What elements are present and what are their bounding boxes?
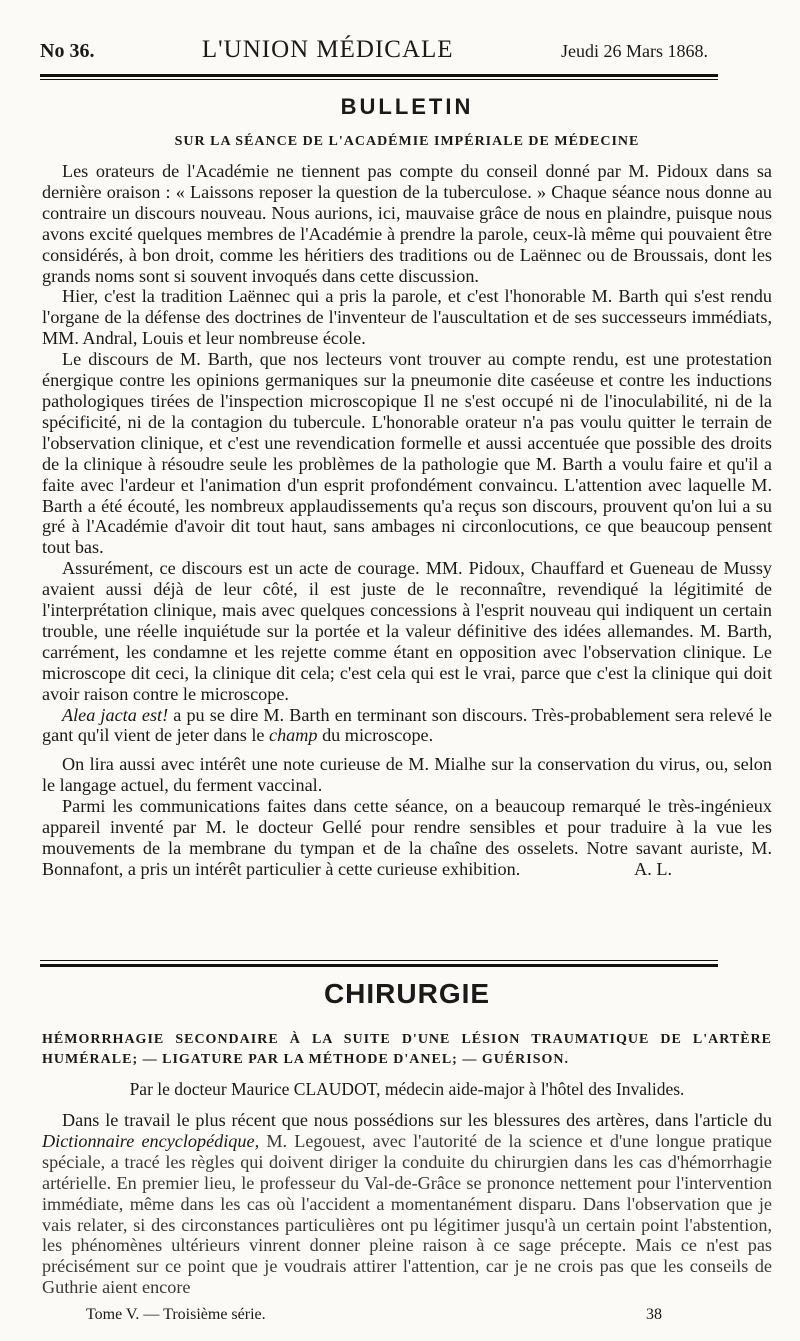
bulletin-paragraph: Hier, c'est la tradition Laënnec qui a pris la parole, et c'est l'honorable M. Barth qui s'est rendu l'organe de la défense des doctrines de l'inventeur de l'auscultation et de ses successeurs immédiats, MM. Andral, Louis et leur nombreuse école. xyxy=(42,286,772,349)
champ-italic: champ xyxy=(269,725,318,746)
bulletin-paragraph: Le discours de M. Barth, que nos lecteurs vont trouver au compte rendu, est une protestation énergique contre les opinions germaniques sur la pneumonie dite caséeuse et contre les inductions pathologiques tirées de l'inspection microscopique Il ne s'est occupé ni de l'inoculabilité, ni de la spécificité, ni de la contagion du tubercule. L'honorable orateur n'a pas voulu quitter le terrain de l'observation clinique, et c'est une revendication formelle et aussi accentuée que possible des droits de la clinique à résoudre seule les problèmes de la pathologie que M. Barth a voulu faire et qu'il a faite avec l'ardeur et l'animation d'un esprit profondément convaincu. L'attention avec laquelle M. Barth a été écouté, les nombreux applaudissements qu'a reçus son discours, prouvent qu'on lui a su gré à l'Académie d'avoir dit tout haut, sans ambages ni circonlocutions, ce que beaucoup pensent tout bas. xyxy=(42,349,772,558)
journal-title: L'UNION MÉDICALE xyxy=(201,36,454,63)
article-paragraph xyxy=(42,1110,772,1298)
bulletin-paragraph-mialhe: On lira aussi avec intérêt une note curieuse de M. Mialhe sur la conservation du virus, ou, selon le langage actuel, du ferment vaccinal. xyxy=(42,754,772,796)
article-text-cont: M. Legouest, avec l'autorité de la science et d'une longue pratique spéciale, a tracé les règles qui doivent diriger la conduite du chirurgien dans les cas d'hémorrhagie artérielle. En premier lieu, le professeur du Val-de-Grâce se prononce nettement pour l'intervention immédiate, même dans les cas où l'accident a momentanément disparu. Dans l'observation que je vais relater, si des circonstances particulières ont pu légitimer jusqu'à un certain point l'abstention, les phénomènes ultérieurs vinrent donner pleine raison à ce sage précepte. Mais ce n'est pas précisément sur ce point que je voudrais attirer l'attention, car je ne crois pas que les conseils de Guthrie aient encore xyxy=(42,1130,773,1298)
footer-page-number: 38 xyxy=(646,1306,662,1323)
bulletin-paragraph-alea xyxy=(42,705,772,747)
alea-quote: Alea jacta est! xyxy=(62,704,169,725)
masthead-rule xyxy=(40,74,718,77)
bulletin-paragraph: Assurément, ce discours est un acte de courage. MM. Pidoux, Chauffard et Gueneau de Mussy avaient aussi déjà de leur côté, il est juste de le reconnaître, revendiqué la légitimité de l'interprétation clinique, mais avec quelques concessions à l'esprit nouveau qui indiquent un certain trouble, une réelle inquiétude sur la portée et la valeur définitive des idées allemandes. M. Barth, carrément, les condamne et les rejette comme étant en opposition avec l'observation clinique. Le microscope dit ceci, la clinique dit cela; c'est cela qui est le vrai, parce que c'est la clinique qui doit avoir raison contre le microscope. xyxy=(42,558,772,704)
bulletin-paragraph-last: Parmi les communications faites dans cette séance, on a beaucoup remarqué le très-ingénieux appareil inventé par M. le docteur Gellé pour rendre sensibles et pour traduire à la vue les mouvements de la membrane du tympan et de la chaîne des osselets. Notre savant auriste, M. Bonnafont, a pris un intérêt particulier à cette curieuse exhibition. xyxy=(42,796,772,879)
section-title-chirurgie: CHIRURGIE xyxy=(323,978,491,1009)
article-byline: Par le docteur Maurice CLAUDOT, médecin aide-major à l'hôtel des Invalides. xyxy=(129,1079,685,1099)
alea-text: a pu se dire M. Barth en terminant son discours. Très-probablement sera relevé le gant qu'il vient de jeter dans le xyxy=(42,704,772,746)
section-rule xyxy=(40,960,718,961)
footer-volume: Tome V. — Troisième série. xyxy=(86,1306,266,1323)
article-title: HÉMORRHAGIE SECONDAIRE À LA SUITE D'UNE LÉSION TRAUMATIQUE DE L'ARTÈRE HUMÉRALE; — LIGATURE PAR LA MÉTHODE D'ANEL; — GUÉRISON. xyxy=(42,1032,772,1067)
bulletin-signature: A. L. xyxy=(634,858,672,879)
issue-number: No 36. xyxy=(40,40,95,62)
alea-text-end: du microscope. xyxy=(317,725,434,746)
article-body xyxy=(42,1110,772,1298)
bulletin-body xyxy=(42,161,772,880)
bulletin-title: BULLETIN xyxy=(340,94,474,119)
masthead-rule-thin xyxy=(40,79,718,80)
bulletin-paragraph: Les orateurs de l'Académie ne tiennent pas compte du conseil donné par M. Pidoux dans sa dernière oraison : « Laissons reposer la question de la tuberculose. » Chaque séance nous donne au contraire un discours nouveau. Nous aurions, ici, mauvaise grâce de nous en plaindre, puisque nous avons excité quelques membres de l'Académie à prendre la parole, ceux-là même qui pouvaient être considérés, à bon droit, comme les héritiers des traditions ou de Laënnec ou de Broussais, dont les grands noms sont si souvent invoqués dans cette discussion. xyxy=(42,161,772,286)
dictionnaire-italic: Dictionnaire encyclopédique, xyxy=(42,1130,260,1151)
issue-date: Jeudi 26 Mars 1868. xyxy=(560,41,708,61)
masthead xyxy=(40,36,708,64)
article-text: Dans le travail le plus récent que nous possédions sur les blessures des artères, dans l'article du xyxy=(62,1110,772,1130)
page-footer xyxy=(86,1306,662,1324)
bulletin-subtitle: SUR LA SÉANCE DE L'ACADÉMIE IMPÉRIALE DE MÉDECINE xyxy=(174,134,640,149)
section-rule-thick xyxy=(40,964,718,967)
